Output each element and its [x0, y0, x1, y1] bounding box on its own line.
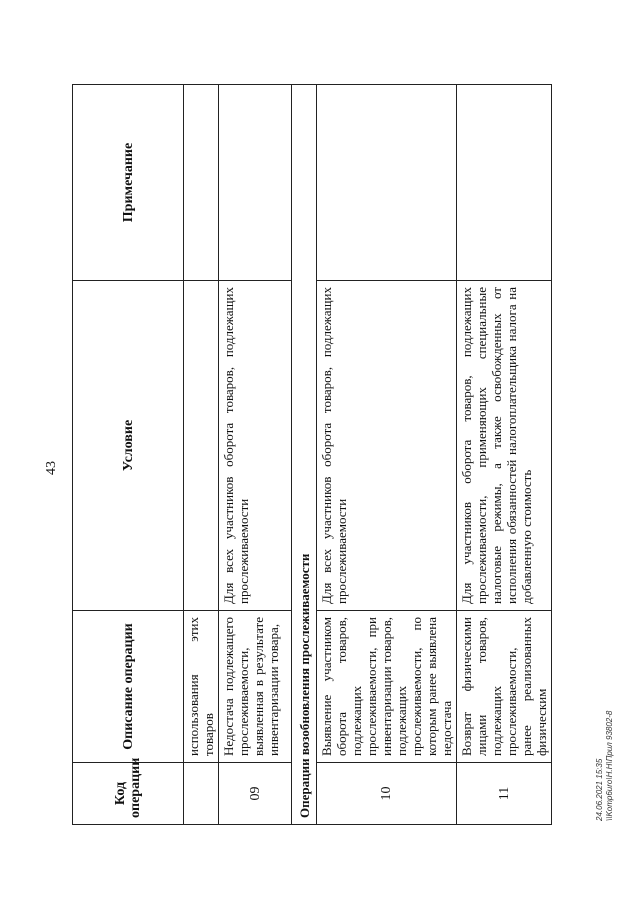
cell-note-empty: [317, 85, 457, 281]
operations-table: [72, 84, 552, 825]
cell-description: Недостача подлежащего прослеживаемости, выявленная в результате инвентаризации товара,: [219, 611, 292, 763]
stamp-file-path: \\Komp6uro\Н.Н\Прил 93802-8: [605, 710, 614, 821]
cell-description: Возврат физическими лицами товаров, подлежащих прослеживаемости, ранее реализованных физическим: [457, 611, 552, 763]
cell-code: 09: [219, 763, 292, 825]
section-row: [292, 85, 317, 825]
table-row-op09: [219, 85, 292, 825]
print-stamp: [595, 711, 615, 821]
cell-condition: Для всех участников оборота товаров, подлежащих прослеживаемости: [219, 281, 292, 611]
cell-note-empty: [219, 85, 292, 281]
header-code: Код операции: [73, 763, 184, 825]
cell-description: использования этих товаров: [184, 611, 219, 763]
cell-description: Выявление участником оборота товаров, подлежащих прослеживаемости, при инвентаризации товаров, подлежащих прослеживаемости, по которым ранее выявлена недостача: [317, 611, 457, 763]
header-description: Описание операции: [73, 611, 184, 763]
header-condition: Условие: [73, 281, 184, 611]
page-number: 43: [44, 461, 59, 475]
table-row-continuation: [184, 85, 219, 825]
table-row-op10: [317, 85, 457, 825]
cell-condition: Для участников оборота товаров, подлежащих прослеживаемости, применяющих специальные налоговые режимы, а также освобожденных от исполнения обязанностей налогоплательщика налога на добавленную стоимость: [457, 281, 552, 611]
cell-condition-empty: [184, 281, 219, 611]
table-header-row: [73, 85, 184, 825]
cell-note-empty: [184, 85, 219, 281]
cell-code: 11: [457, 763, 552, 825]
cell-code: 10: [317, 763, 457, 825]
table-row-op11: [457, 85, 552, 825]
cell-condition: Для всех участников оборота товаров, подлежащих прослеживаемости: [317, 281, 457, 611]
stamp-datetime: 24.06.2021 15:35: [595, 758, 604, 821]
cell-code-empty: [184, 763, 219, 825]
section-title: Операции возобновления прослеживаемости: [292, 85, 317, 825]
header-note: Примечание: [73, 85, 184, 281]
cell-note-empty: [457, 85, 552, 281]
